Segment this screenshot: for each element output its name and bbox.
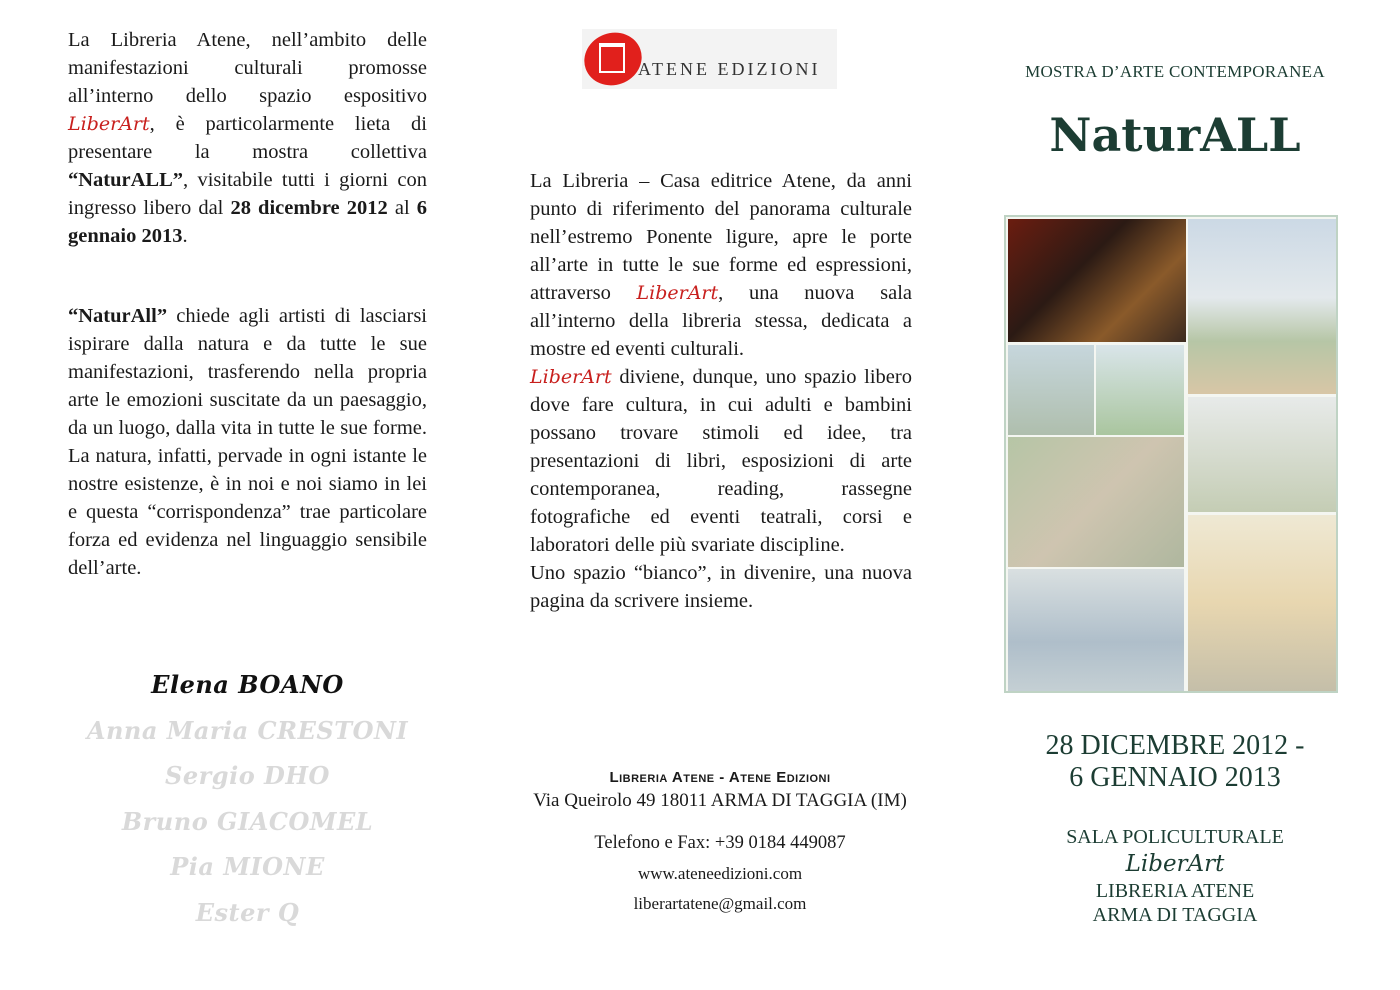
email-link[interactable]: liberartatene@gmail.com	[633, 894, 807, 913]
exhibition-dates	[1005, 730, 1345, 794]
liberart-brand: LiberArt	[530, 366, 612, 388]
text: .	[182, 225, 188, 247]
address: Via Queirolo 49 18011 ARMA DI TAGGIA (IM)	[533, 790, 907, 811]
artist-name: Ester Q	[195, 897, 300, 927]
artist-name: Sergio DHO	[165, 761, 330, 790]
phone: Telefono e Fax: +39 0184 449087	[594, 833, 846, 853]
text: , visitabile tutti i giorni con ingresso libero dal	[68, 169, 427, 219]
text: 28 dicembre 2012	[230, 197, 388, 219]
artist-name: Bruno GIACOMEL	[121, 806, 374, 836]
start-date: 28 DICEMBRE 2012 -	[1045, 730, 1305, 761]
logo-text: ATENE EDIZIONI	[638, 59, 821, 79]
artist-name: Elena BOANO	[151, 670, 344, 699]
atene-edizioni-logo	[582, 29, 837, 89]
venue-place: LIBRERIA ATENE	[1095, 880, 1255, 902]
text: “NaturALL”	[68, 169, 184, 191]
venue-name: SALA POLICULTURALE	[1066, 826, 1284, 848]
column-icon	[599, 43, 625, 73]
liberart-paragraph	[530, 363, 912, 559]
text: 6 gennaio 2013	[68, 197, 427, 247]
artist-name: Pia MIONE	[170, 852, 325, 881]
text: La Libreria Atene, nell’ambito delle manifestazioni culturali promosse all’interno dello spazio espositivo	[68, 29, 427, 107]
text: La Libreria – Casa editrice Atene, da anni punto di riferimento del panorama culturale nell’estremo Ponente ligure, apre le porte all’arte in tutte le sue forme ed espressioni, attraverso	[530, 170, 912, 304]
theme-paragraph	[68, 302, 427, 582]
text: al	[387, 197, 417, 219]
exhibition-subtitle: MOSTRA D’ARTE CONTEMPORANEA	[1025, 62, 1325, 81]
painting-cat	[1008, 437, 1184, 567]
venue-town: ARMA DI TAGGIA	[1092, 904, 1258, 926]
liberart-brand: LiberArt	[68, 113, 150, 135]
exhibition-title: NaturALL	[1049, 108, 1301, 162]
painting-tree	[1096, 345, 1184, 435]
painting-autumn	[1188, 515, 1336, 691]
intro-paragraph	[68, 26, 427, 250]
painting-seascape	[1188, 219, 1336, 394]
closing-paragraph: Uno spazio “bianco”, in divenire, una nuova pagina da scrivere insieme.	[530, 562, 912, 612]
painting-landscape	[1008, 345, 1094, 435]
text: , è particolarmente lieta di presentare la mostra collettiva	[68, 113, 427, 163]
artwork-collage	[1004, 215, 1338, 693]
text: “NaturAll”	[68, 305, 168, 327]
painting-olive-trees	[1188, 397, 1336, 512]
text: diviene, dunque, uno spazio libero dove fare cultura, in cui adulti e bambini possano trovare stimoli ed idee, tra presentazioni di libri, esposizioni di arte contemporanea, reading, rassegne fotografiche ed eventi teatrali, corsi e laboratori delle più svariate discipline.	[530, 366, 912, 556]
end-date: 6 GENNAIO 2013	[1069, 762, 1281, 793]
about-paragraph	[530, 167, 912, 363]
contact-heading: Libreria Atene - Atene Edizioni	[609, 769, 831, 786]
middle-column	[530, 167, 912, 615]
venue	[1005, 825, 1345, 927]
liberart-brand: LiberArt	[1125, 851, 1225, 877]
artist-list	[60, 662, 435, 935]
artist-name: Anna Maria CRESTONI	[86, 715, 409, 745]
left-column	[68, 26, 427, 582]
painting-coast	[1008, 569, 1184, 691]
text: chiede agli artisti di lasciarsi ispirare dalla natura e da tutte le sue manifestazioni, trasferendo nella propria arte le emozioni suscitate da un paesaggio, da un luogo, dalla vita in tutte le sue forme. La natura, infatti, pervade in ogni istante le nostre esistenze, è in noi e noi siamo in lei e questa “corrispondenza” trae particolare forza ed evidenza nel linguaggio sensibile dell’arte.	[68, 305, 427, 579]
text: , una nuova sala all’interno della libreria stessa, dedicata a mostre ed eventi culturali.	[530, 282, 912, 360]
liberart-brand: LiberArt	[636, 282, 719, 304]
painting-elephant	[1008, 219, 1186, 342]
website-link[interactable]: www.ateneedizioni.com	[637, 864, 803, 883]
